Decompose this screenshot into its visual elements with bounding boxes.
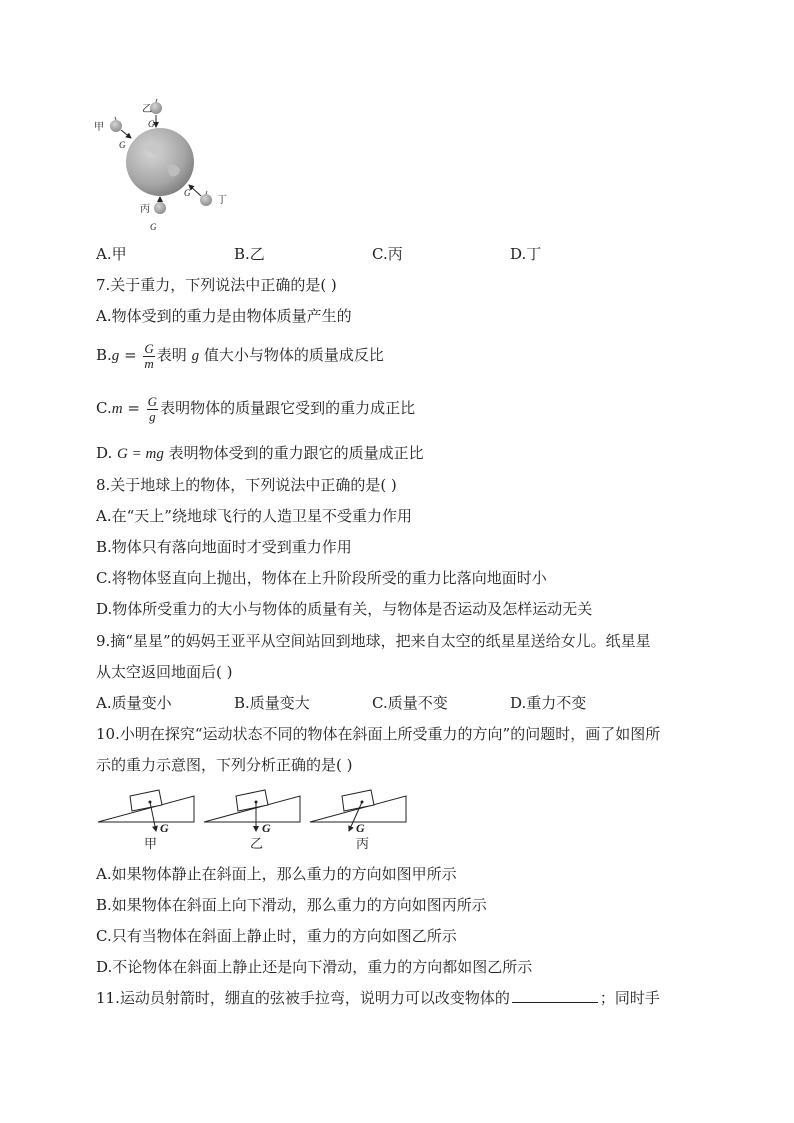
q6-option-a[interactable]: A.甲 (96, 245, 127, 263)
q11-text2: ；同时手 (599, 989, 660, 1007)
q9-option-d[interactable]: D.重力不变 (510, 694, 587, 712)
incline-jia-label: 甲 (144, 836, 158, 851)
force-label-jia: G (119, 140, 126, 150)
q7-c-lhs: m (111, 401, 123, 417)
q7-option-d[interactable] (96, 443, 424, 464)
q10-stem-line1: 10.小明在探究“运动状态不同的物体在斜面上所受重力的方向”的问题时，画了如图所 (96, 725, 661, 743)
q9-stem-line1: 9.摘“星星”的妈妈王亚平从空间站回到地球，把来自太空的纸星星送给女儿。纸星星 (96, 632, 651, 650)
q10-option-d[interactable]: D.不论物体在斜面上静止还是向下滑动，重力的方向都如图乙所示 (96, 958, 533, 976)
q7-c-denominator: g (149, 408, 156, 424)
q7-b-fraction (143, 342, 154, 371)
q7-c-fraction (147, 395, 158, 424)
q7-c-prefix: C. (96, 399, 112, 417)
incline-jia-g: G (160, 821, 169, 835)
earth (126, 128, 194, 196)
q9-option-c[interactable]: C.质量不变 (372, 694, 448, 712)
q8-option-d[interactable]: D.物体所受重力的大小与物体的质量有关，与物体是否运动及怎样运动无关 (96, 600, 593, 618)
q8-option-a[interactable]: A.在“天上”绕地球飞行的人造卫星不受重力作用 (96, 507, 412, 525)
q9-stem-line2: 从太空返回地面后( ) (96, 663, 233, 681)
q10-option-c[interactable]: C.只有当物体在斜面上静止时，重力的方向如图乙所示 (96, 927, 457, 945)
incline-bing-g: G (356, 821, 365, 835)
q7-option-c[interactable] (96, 393, 415, 424)
apple-ding (200, 194, 212, 206)
q6-option-c[interactable]: C.丙 (372, 245, 403, 263)
q7-d-prefix: D. (96, 444, 118, 462)
q10-option-a[interactable]: A.如果物体静止在斜面上，那么重力的方向如图甲所示 (96, 865, 457, 883)
q7-option-b[interactable] (96, 340, 384, 371)
q8-option-b[interactable]: B.物体只有落向地面时才受到重力作用 (96, 538, 352, 556)
force-label-ding: G (184, 188, 191, 198)
incline-figure (94, 784, 414, 854)
q11-answer-blank[interactable] (512, 988, 598, 1003)
incline-bing-label: 丙 (356, 836, 370, 851)
q9-option-a[interactable]: A.质量变小 (96, 694, 172, 712)
q7-b-prefix: B. (96, 346, 112, 364)
q7-b-lhs: g (111, 348, 120, 364)
q7-option-a[interactable]: A.物体受到的重力是由物体质量产生的 (96, 307, 352, 325)
q7-b-numerator: G (144, 340, 154, 356)
apple-jia (110, 120, 122, 132)
incline-jia (98, 790, 194, 851)
apple-bing (154, 202, 166, 214)
label-bing: 丙 (140, 204, 150, 215)
force-label-yi: G (148, 119, 155, 129)
q7-stem: 7.关于重力，下列说法中正确的是( ) (96, 276, 337, 294)
q7-b-text2: 值大小与物体的质量成反比 (199, 346, 384, 364)
q7-b-denominator: m (144, 355, 154, 371)
q11-stem (96, 988, 660, 1008)
force-label-bing: G (150, 222, 157, 232)
incline-yi-g: G (262, 821, 271, 835)
incline-yi-label: 乙 (250, 836, 264, 851)
label-ding: 丁 (217, 195, 227, 206)
incline-bing (310, 790, 406, 851)
q6-option-b[interactable]: B.乙 (234, 245, 265, 263)
q9-option-b[interactable]: B.质量变大 (234, 694, 310, 712)
q10-stem-line2: 示的重力示意图，下列分析正确的是( ) (96, 756, 353, 774)
q8-stem: 8.关于地球上的物体，下列说法中正确的是( ) (96, 476, 397, 494)
label-yi: 乙 (142, 104, 152, 115)
q10-option-b[interactable]: B.如果物体在斜面上向下滑动，那么重力的方向如图丙所示 (96, 896, 487, 914)
label-jia: 甲 (94, 122, 104, 133)
q7-c-numerator: G (147, 393, 158, 409)
q8-option-c[interactable]: C.将物体竖直向上抛出，物体在上升阶段所受的重力比落向地面时小 (96, 569, 547, 587)
q7-c-eq: = (122, 399, 145, 417)
q11-text1: 11.运动员射箭时，绷直的弦被手拉弯，说明力可以改变物体的 (96, 989, 510, 1007)
q6-option-d[interactable]: D.丁 (510, 245, 542, 263)
q7-c-text: 表明物体的质量跟它受到的重力成正比 (160, 399, 416, 417)
q7-b-eq: = (119, 346, 142, 364)
q7-b-var: g (191, 348, 200, 364)
incline-yi (204, 790, 300, 851)
q7-d-formula: G = mg (117, 446, 164, 462)
q7-b-text1: 表明 (156, 346, 192, 364)
earth-gravity-figure (86, 96, 246, 236)
q7-d-text: 表明物体受到的重力跟它的质量成正比 (163, 444, 424, 462)
